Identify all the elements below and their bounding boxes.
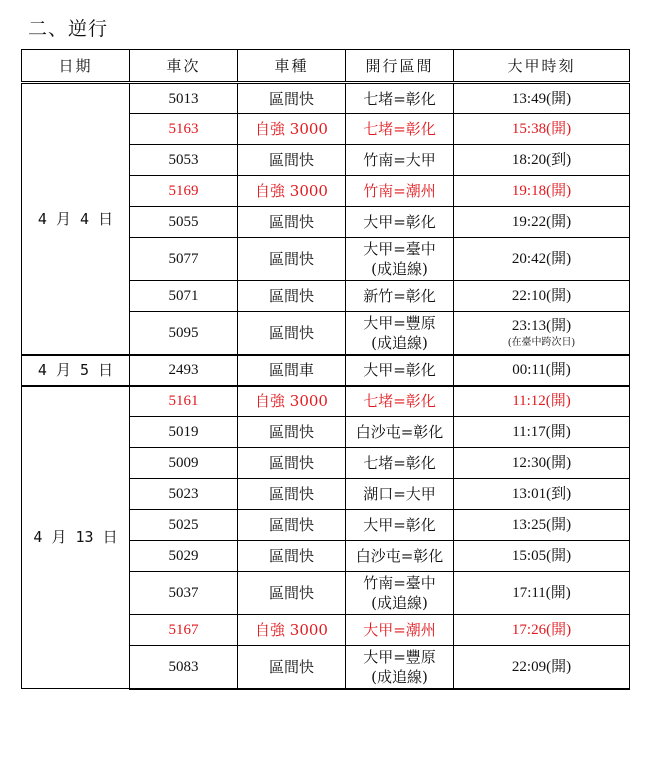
train-number-cell (130, 281, 238, 312)
route-cell-value: 大甲=彰化 (363, 361, 436, 379)
train-type-cell (238, 417, 346, 448)
train-type-cell-value: 區間快 (268, 423, 314, 441)
train-type-cell-value: 區間快 (268, 657, 314, 676)
train-type-cell-value: 區間快 (268, 323, 314, 342)
date-cell: 4 月 4 日 (22, 83, 130, 355)
route-cell (346, 572, 454, 615)
train-number-cell (130, 615, 238, 646)
train-type-cell (238, 312, 346, 355)
train-type-cell (238, 541, 346, 572)
train-number-cell-value: 5037 (168, 585, 199, 601)
train-type-cell (238, 448, 346, 479)
dajia-time-cell-value: 15:05(開) (511, 548, 572, 564)
dajia-time-cell-value: 11:12(開) (512, 393, 571, 410)
train-type-cell (238, 355, 346, 386)
route-cell (346, 238, 454, 281)
table-row (22, 83, 630, 114)
route-cell (346, 145, 454, 176)
route-cell (346, 207, 454, 238)
train-number-cell-value: 5077 (168, 251, 199, 267)
dajia-time-cell (454, 615, 630, 646)
dajia-time-cell-value: 13:25(開) (511, 517, 572, 533)
header-row (22, 50, 630, 83)
dajia-time-cell (454, 510, 630, 541)
route-cell (346, 615, 454, 646)
route-cell (346, 510, 454, 541)
dajia-time-cell-value: 22:09(開) (511, 658, 572, 675)
train-number-cell-value: 5161 (168, 393, 199, 410)
dajia-time-cell (454, 114, 630, 145)
route-cell-value: 湖口=大甲 (363, 485, 436, 503)
train-type-cell-value: 區間快 (268, 151, 314, 169)
train-number-cell-value: 5095 (168, 324, 199, 341)
dajia-time-cell-value: 13:49(開) (511, 90, 572, 107)
train-type-cell (238, 615, 346, 646)
train-type-cell-value: 區間車 (268, 361, 314, 379)
train-number-cell (130, 448, 238, 479)
dajia-time-cell-value: 11:17(開) (512, 424, 571, 440)
train-type-cell-value: 區間快 (268, 516, 314, 534)
train-type-cell (238, 207, 346, 238)
column-header-train: 車次 (130, 50, 238, 83)
table-row (22, 355, 630, 386)
train-number-cell (130, 114, 238, 145)
train-number-cell-value: 5019 (168, 424, 199, 440)
time-note: (在臺中跨次日) (508, 336, 575, 348)
date-cell: 4 月 13 日 (22, 386, 130, 689)
train-type-cell (238, 83, 346, 114)
dajia-time-cell (454, 448, 630, 479)
route-cell-value: 大甲=彰化 (363, 213, 436, 231)
dajia-time-cell (454, 83, 630, 114)
route-cell (346, 114, 454, 145)
dajia-time-cell (454, 281, 630, 312)
dajia-time-cell (454, 207, 630, 238)
train-type-cell-value: 區間快 (268, 454, 314, 472)
route-cell-value: 大甲=豐原 (363, 313, 436, 332)
train-number-cell-value: 5083 (168, 658, 199, 675)
route-cell-value: 大甲=豐原 (363, 647, 436, 666)
route-cell-value: 七堵=彰化 (363, 120, 436, 138)
dajia-time-cell-value: 12:30(開) (511, 455, 572, 471)
column-header-date: 日期 (22, 50, 130, 83)
train-number-cell-value: 5055 (168, 214, 199, 230)
train-number-cell (130, 83, 238, 114)
train-number-cell-value: 5053 (168, 152, 199, 168)
train-type-cell-value: 自強 3000 (255, 120, 328, 138)
dajia-time-cell-value: 22:10(開) (511, 288, 572, 304)
route-note: (成追線) (371, 260, 428, 278)
route-cell-value: 七堵=彰化 (363, 392, 436, 411)
train-type-cell-value: 區間快 (268, 584, 314, 602)
route-cell-value: 竹南=潮州 (363, 182, 436, 200)
train-type-cell (238, 145, 346, 176)
route-cell-value: 大甲=臺中 (363, 240, 436, 258)
dajia-time-cell-value: 19:22(開) (511, 214, 572, 230)
route-cell (346, 281, 454, 312)
train-number-cell-value: 5009 (168, 455, 199, 471)
route-note: (成追線) (371, 667, 428, 686)
dajia-time-cell (454, 479, 630, 510)
schedule-table (21, 49, 630, 690)
dajia-time-cell-value: 15:38(開) (511, 121, 572, 137)
train-number-cell (130, 510, 238, 541)
train-number-cell-value: 5025 (168, 517, 199, 533)
route-cell (346, 176, 454, 207)
train-number-cell-value: 5029 (168, 548, 199, 564)
dajia-time-cell (454, 572, 630, 615)
table-row (22, 386, 630, 417)
route-cell (346, 417, 454, 448)
train-number-cell (130, 238, 238, 281)
route-note: (成追線) (371, 594, 428, 612)
dajia-time-cell-value: 23:13(開) (511, 317, 572, 334)
train-type-cell (238, 646, 346, 689)
train-number-cell (130, 386, 238, 417)
route-note: (成追線) (371, 333, 428, 352)
route-cell-value: 白沙屯=彰化 (355, 547, 444, 565)
train-number-cell (130, 355, 238, 386)
dajia-time-cell-value: 18:20(到) (511, 152, 572, 168)
route-cell (346, 83, 454, 114)
train-type-cell-value: 區間快 (268, 213, 314, 231)
train-number-cell (130, 312, 238, 355)
dajia-time-cell (454, 386, 630, 417)
dajia-time-cell-value: 20:42(開) (511, 251, 572, 267)
train-number-cell (130, 176, 238, 207)
train-number-cell (130, 417, 238, 448)
train-type-cell (238, 479, 346, 510)
dajia-time-cell (454, 238, 630, 281)
route-cell-value: 七堵=彰化 (363, 454, 436, 472)
dajia-time-cell-value: 19:18(開) (511, 183, 572, 199)
schedule-body (22, 83, 630, 689)
route-cell-value: 竹南=大甲 (363, 151, 436, 169)
train-type-cell (238, 281, 346, 312)
train-number-cell (130, 646, 238, 689)
route-cell-value: 大甲=潮州 (363, 621, 436, 639)
dajia-time-cell (454, 145, 630, 176)
column-header-route: 開行區間 (346, 50, 454, 83)
column-header-type: 車種 (238, 50, 346, 83)
dajia-time-cell-value: 17:26(開) (511, 622, 572, 638)
route-cell-value: 竹南=臺中 (363, 574, 436, 592)
train-type-cell (238, 572, 346, 615)
dajia-time-cell (454, 417, 630, 448)
dajia-time-cell-value: 00:11(開) (512, 362, 571, 378)
train-type-cell (238, 176, 346, 207)
train-number-cell (130, 145, 238, 176)
dajia-time-cell (454, 176, 630, 207)
route-cell (346, 312, 454, 355)
date-cell: 4 月 5 日 (22, 355, 130, 386)
train-type-cell-value: 區間快 (268, 89, 314, 108)
train-type-cell (238, 114, 346, 145)
dajia-time-cell-value: 17:11(開) (512, 585, 571, 601)
train-number-cell-value: 5071 (168, 288, 199, 304)
train-number-cell-value: 5169 (168, 183, 199, 199)
train-number-cell-value: 5013 (168, 90, 199, 107)
train-type-cell-value: 自強 3000 (255, 182, 328, 200)
train-number-cell (130, 479, 238, 510)
route-cell-value: 白沙屯=彰化 (355, 423, 444, 441)
route-cell-value: 大甲=彰化 (363, 516, 436, 534)
train-number-cell-value: 2493 (168, 362, 199, 378)
dajia-time-cell (454, 312, 630, 355)
train-type-cell-value: 自強 3000 (255, 392, 328, 411)
dajia-time-cell (454, 541, 630, 572)
route-cell (346, 479, 454, 510)
train-type-cell-value: 區間快 (268, 250, 314, 268)
train-number-cell (130, 207, 238, 238)
train-number-cell-value: 5163 (168, 121, 199, 137)
train-type-cell (238, 510, 346, 541)
train-number-cell-value: 5023 (168, 486, 199, 502)
route-cell-value: 七堵=彰化 (363, 89, 436, 108)
route-cell (346, 541, 454, 572)
dajia-time-cell-value: 13:01(到) (511, 486, 572, 502)
train-type-cell (238, 386, 346, 417)
route-cell (346, 646, 454, 689)
train-number-cell-value: 5167 (168, 622, 199, 638)
route-cell (346, 355, 454, 386)
column-header-time: 大甲時刻 (454, 50, 630, 83)
train-type-cell-value: 區間快 (268, 287, 314, 305)
dajia-time-cell (454, 646, 630, 689)
route-cell (346, 448, 454, 479)
train-type-cell-value: 區間快 (268, 485, 314, 503)
dajia-time-cell (454, 355, 630, 386)
train-type-cell (238, 238, 346, 281)
route-cell-value: 新竹=彰化 (363, 287, 436, 305)
section-heading: 二、逆行 (28, 18, 109, 40)
train-type-cell-value: 自強 3000 (255, 621, 328, 639)
train-number-cell (130, 572, 238, 615)
train-type-cell-value: 區間快 (268, 547, 314, 565)
route-cell (346, 386, 454, 417)
train-number-cell (130, 541, 238, 572)
